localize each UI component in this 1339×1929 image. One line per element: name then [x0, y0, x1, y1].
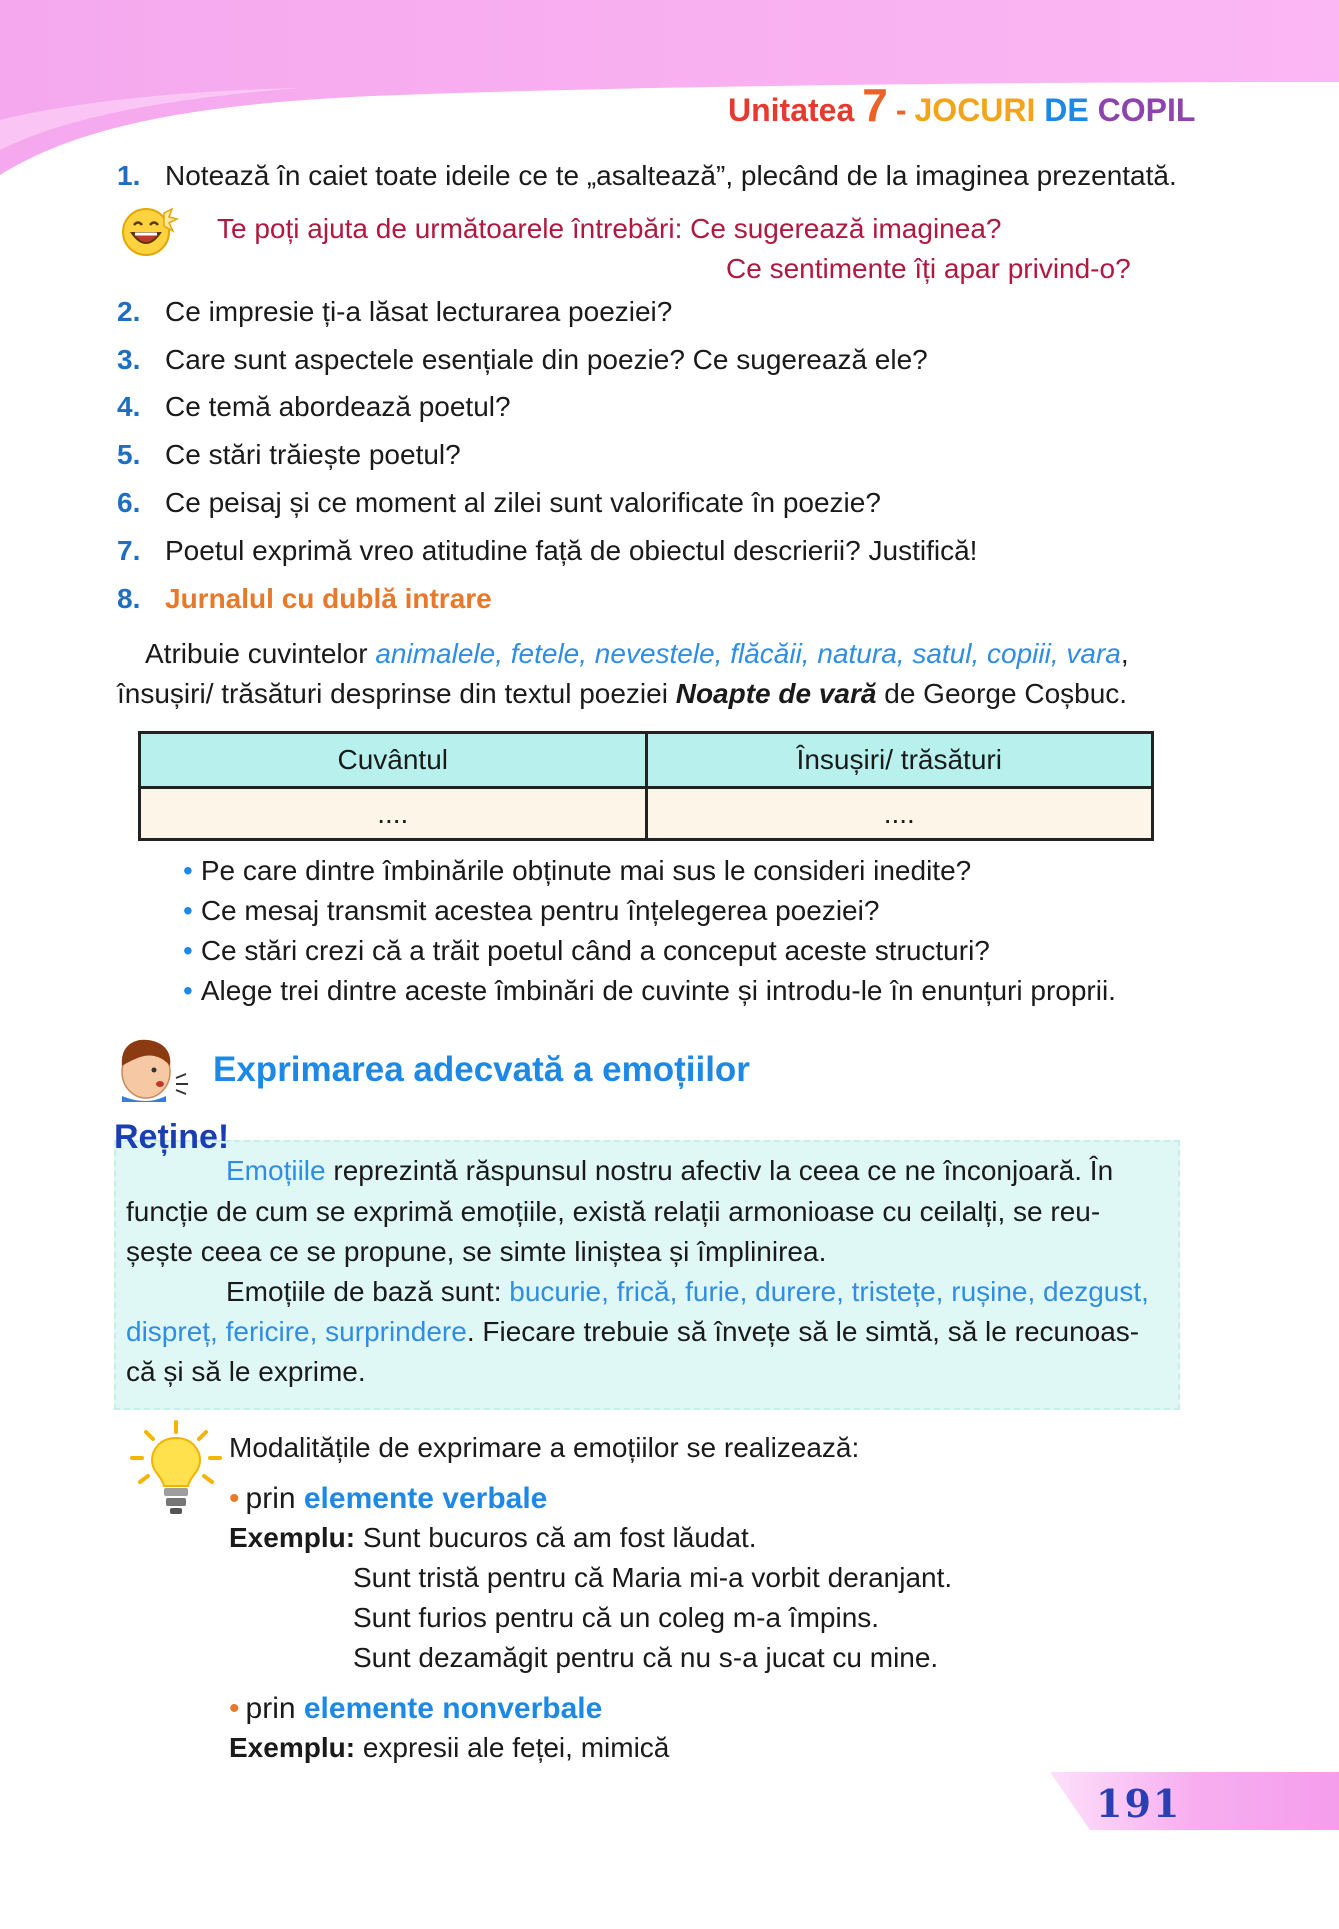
unit-title-part: DE — [1035, 92, 1089, 128]
lightbulb-icon — [124, 1418, 224, 1518]
table-row — [141, 786, 1151, 838]
example-line: Sunt tristă pentru că Maria mi-a vorbit deranjant. — [353, 1562, 953, 1593]
bullet-dot: • — [229, 1482, 240, 1515]
list-item — [183, 855, 971, 887]
retine-text: reprezintă răspunsul nostru afectiv la ceea ce ne înconjoară. În — [325, 1155, 1114, 1186]
list-item-text: Ce mesaj transmit acestea pentru înțelegerea poeziei? — [200, 895, 880, 926]
unit-label: Unitatea — [728, 92, 855, 128]
example-text: Sunt bucuros că am fost lăudat. — [362, 1522, 757, 1553]
retine-line: că și să le exprime. — [126, 1356, 366, 1387]
bullet-dot: • — [183, 975, 193, 1006]
keyword: elemente nonverbale — [303, 1692, 603, 1725]
example-line — [229, 1732, 669, 1764]
list-item — [183, 895, 879, 927]
retine-line: șește ceea ce se propune, se simte liniștea și împlinirea. — [126, 1236, 827, 1267]
unit-number: 7 — [862, 79, 888, 131]
hint-line: Ce sentimente îți apar privind-o? — [726, 253, 1131, 284]
question-item — [117, 160, 1177, 192]
retine-line — [126, 1316, 1139, 1348]
question-heading: Jurnalul cu dublă intrare — [165, 583, 492, 614]
list-item-text: prin — [245, 1482, 304, 1515]
question-text: Ce impresie ți-a lăsat lecturarea poeziei? — [165, 296, 673, 327]
task-words: animalele, fetele, nevestele, flăcăii, natura, satul, copiii, vara — [375, 638, 1121, 669]
list-item-text: prin — [245, 1692, 304, 1725]
bullet-dot: • — [183, 855, 193, 886]
section-title: Exprimarea adecvată a emoțiilor — [213, 1050, 750, 1089]
unit-title-part: JOCURI — [914, 92, 1036, 128]
bullet-dot: • — [229, 1692, 240, 1725]
question-item — [117, 439, 461, 471]
question-item — [117, 535, 977, 567]
retine-label: Reține! — [114, 1118, 230, 1156]
question-item — [117, 583, 492, 615]
task-text: Atribuie cuvintelor — [145, 638, 376, 669]
question-text: Ce stări trăiește poetul? — [165, 439, 461, 470]
table-header-row — [141, 734, 1151, 786]
emotion-list: dispreț, fericire, surprindere — [126, 1316, 467, 1347]
question-number: 2. — [117, 296, 141, 327]
example-line: Sunt dezamăgit pentru că nu s-a jucat cu mine. — [353, 1642, 939, 1673]
retine-line — [226, 1276, 1149, 1308]
question-number: 1. — [117, 160, 141, 191]
example-line — [229, 1522, 757, 1554]
example-line: Sunt furios pentru că un coleg m-a împins. — [353, 1602, 880, 1633]
list-item — [183, 935, 990, 967]
question-text: Notează în caiet toate ideile ce te „asaltează”, plecând de la imaginea prezentată. — [165, 160, 1177, 191]
speaking-boy-icon — [114, 1036, 194, 1102]
poem-title: Noapte de vară — [675, 678, 877, 709]
question-number: 7. — [117, 535, 141, 566]
unit-title — [915, 92, 1196, 128]
question-number: 8. — [117, 583, 141, 614]
table-header-cell: Însușiri/ trăsături — [645, 734, 1152, 786]
question-text: Poetul exprimă vreo atitudine față de obiectul descrierii? Justifică! — [165, 535, 978, 566]
unit-dash: - — [895, 92, 907, 128]
list-item-text: Ce stări crezi că a trăit poetul când a conceput aceste structuri? — [200, 935, 990, 966]
table-cell: .... — [645, 789, 1152, 838]
question-number: 4. — [117, 391, 141, 422]
list-item — [183, 975, 1116, 1007]
question-item — [117, 391, 511, 423]
task-line — [117, 678, 1127, 710]
modalities-intro: Modalitățile de exprimare a emoțiilor se realizează: — [229, 1432, 860, 1463]
unit-title-part: COPIL — [1088, 92, 1196, 128]
laughing-emoji-icon — [120, 205, 182, 257]
task-text: de George Coșbuc. — [876, 678, 1128, 709]
bullet-dot: • — [183, 895, 193, 926]
double-entry-table — [138, 731, 1154, 841]
retine-line: funcție de cum se exprimă emoțiile, există relații armonioase cu ceilalți, se reu- — [126, 1196, 1101, 1227]
question-item — [117, 296, 672, 328]
task-text: însușiri/ trăsături desprinse din textul poeziei — [117, 678, 676, 709]
question-item — [117, 344, 928, 376]
example-text: expresii ale feței, mimică — [362, 1732, 670, 1763]
page-number-tab — [1050, 1772, 1339, 1830]
retine-text: . Fiecare trebuie să învețe să le simtă, să le recunoas- — [466, 1316, 1140, 1347]
task-text: , — [1120, 638, 1129, 669]
question-number: 3. — [117, 344, 141, 375]
example-label: Exemplu: — [229, 1522, 356, 1553]
question-text: Ce temă abordează poetul? — [165, 391, 511, 422]
list-item-text: Alege trei dintre aceste îmbinări de cuvinte și introdu-le în enunțuri proprii. — [200, 975, 1116, 1006]
table-cell: .... — [377, 797, 409, 829]
retine-text: Emoțiile de bază sunt: — [226, 1276, 510, 1307]
emotion-list: bucurie, frică, furie, durere, tristețe, rușine, dezgust, — [509, 1276, 1149, 1307]
question-number: 5. — [117, 439, 141, 470]
question-text: Ce peisaj și ce moment al zilei sunt valorificate în poezie? — [165, 487, 881, 518]
task-line — [145, 638, 1129, 670]
example-label: Exemplu: — [229, 1732, 356, 1763]
list-item-text: Pe care dintre îmbinările obținute mai sus le consideri inedite? — [200, 855, 972, 886]
unit-header — [728, 78, 1195, 132]
list-item — [229, 1692, 602, 1726]
question-text: Care sunt aspectele esențiale din poezie? Ce sugerează ele? — [165, 344, 928, 375]
keyword: elemente verbale — [303, 1482, 548, 1515]
list-item — [229, 1482, 547, 1516]
hint-line: Te poți ajuta de următoarele întrebări: Ce sugerează imaginea? — [217, 213, 1002, 244]
retine-keyword: Emoțiile — [226, 1155, 326, 1186]
question-number: 6. — [117, 487, 141, 518]
page-number: 191 — [1096, 1781, 1182, 1826]
question-item — [117, 487, 881, 519]
retine-line — [226, 1155, 1113, 1187]
table-header-cell: Cuvântul — [337, 744, 448, 775]
bullet-dot: • — [183, 935, 193, 966]
